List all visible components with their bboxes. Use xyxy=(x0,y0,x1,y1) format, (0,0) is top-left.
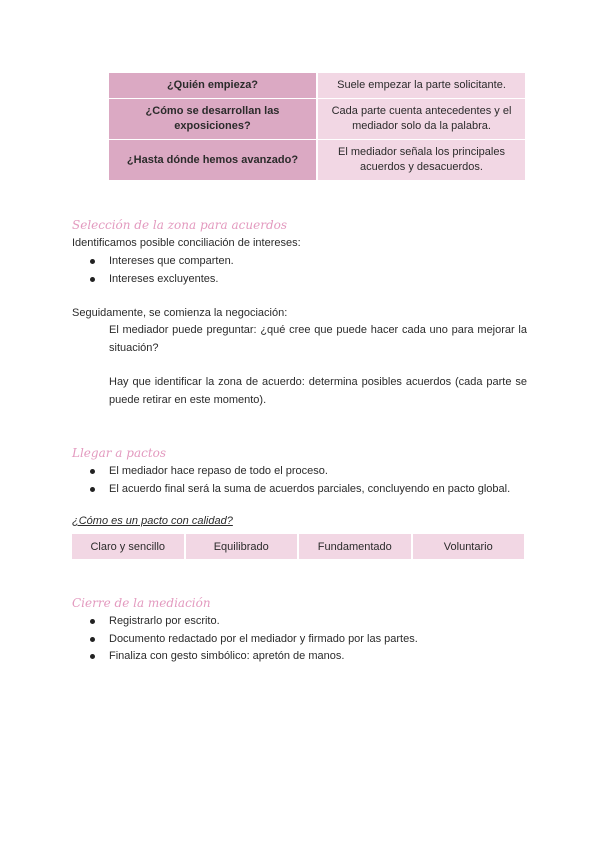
answer-cell: El mediador señala los principales acuerdos y desacuerdos. xyxy=(318,140,525,181)
quality-cell: Equilibrado xyxy=(186,534,298,559)
table-row xyxy=(109,73,525,99)
mediator-paragraph: El mediador puede preguntar: ¿qué cree que puede hacer cada uno para mejorar la situación? xyxy=(109,324,527,354)
list-item: Intereses que comparten. xyxy=(90,253,234,271)
list-item: El acuerdo final será la suma de acuerdos parciales, concluyendo en pacto global. xyxy=(90,481,510,499)
section-heading-cierre: Cierre de la mediación xyxy=(72,596,211,610)
list-item: Documento redactado por el mediador y firmado por las partes. xyxy=(90,631,418,649)
list-item: Finaliza con gesto simbólico: apretón de manos. xyxy=(90,648,418,666)
pactos-list xyxy=(90,463,510,498)
question-cell: ¿Quién empieza? xyxy=(109,73,318,99)
quality-cell: Voluntario xyxy=(413,534,525,559)
process-table xyxy=(109,73,525,181)
quality-cell: Fundamentado xyxy=(299,534,411,559)
quality-cell: Claro y sencillo xyxy=(72,534,184,559)
table-row xyxy=(109,99,525,140)
cierre-list xyxy=(90,613,418,666)
quality-question: ¿Cómo es un pacto con calidad? xyxy=(72,515,233,527)
table-row xyxy=(109,140,525,181)
list-item: Intereses excluyentes. xyxy=(90,271,234,289)
interests-list xyxy=(90,253,234,288)
negotiation-text: Seguidamente, se comienza la negociación: xyxy=(72,307,288,319)
section-intro: Identificamos posible conciliación de intereses: xyxy=(72,237,301,249)
question-cell: ¿Hasta dónde hemos avanzado? xyxy=(109,140,318,181)
list-item: El mediador hace repaso de todo el proceso. xyxy=(90,463,510,481)
question-cell: ¿Cómo se desarrollan las exposiciones? xyxy=(109,99,318,140)
list-item: Registrarlo por escrito. xyxy=(90,613,418,631)
section-heading-pactos: Llegar a pactos xyxy=(72,446,167,460)
answer-cell: Cada parte cuenta antecedentes y el mediador solo da la palabra. xyxy=(318,99,525,140)
answer-cell: Suele empezar la parte solicitante. xyxy=(318,73,525,99)
section-heading-seleccion: Selección de la zona para acuerdos xyxy=(72,218,288,232)
quality-table xyxy=(72,534,524,559)
agreement-zone-paragraph: Hay que identificar la zona de acuerdo: determina posibles acuerdos (cada parte se puede retirar en este momento). xyxy=(109,376,527,406)
